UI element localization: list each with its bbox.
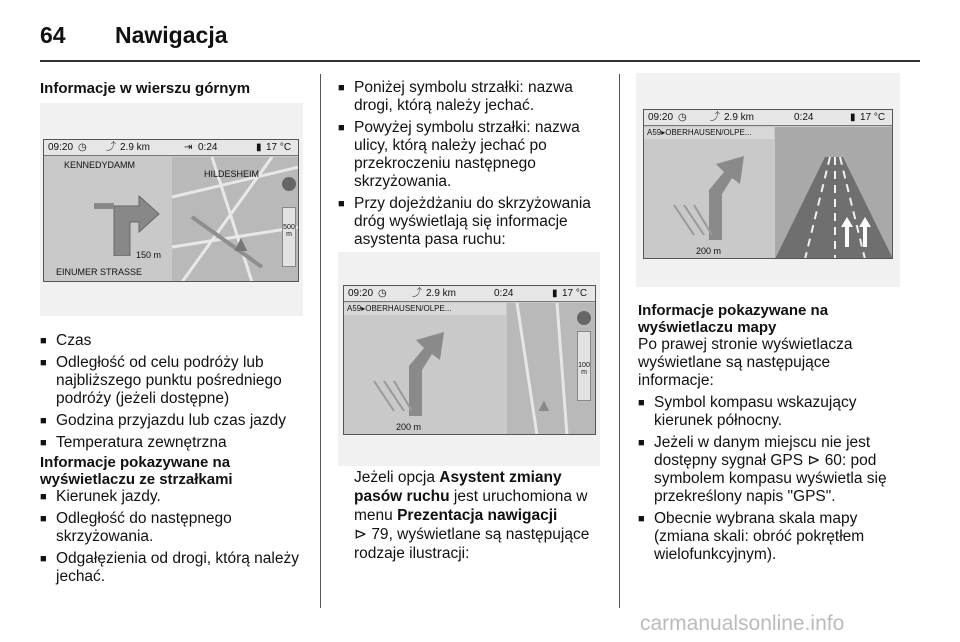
distance-value: 2.9 km (120, 142, 151, 153)
map-scale-value: 100 m (578, 362, 590, 376)
lane-assist-paragraph (354, 468, 604, 563)
list-item: ■ Symbol kompasu wskazujący kierunek północny. (638, 394, 904, 430)
list-item: ■ Kierunek jazdy. (40, 488, 308, 506)
page-title: Nawigacja (115, 22, 228, 48)
map-scale (282, 207, 296, 267)
top-status-bar (644, 110, 892, 126)
text-run: Jeżeli opcja (354, 469, 440, 486)
vehicle-position-icon: ▲ (230, 231, 252, 256)
section-heading (40, 80, 300, 97)
road-name-label: A59▸OBERHAUSEN/OLPE... (644, 127, 774, 139)
menu-option-name: Asystent zmiany pasów ruchu (354, 469, 562, 505)
column-3-text (638, 302, 904, 568)
nav-screen-figure-2 (338, 252, 600, 466)
time-value: 09:20 (348, 288, 374, 299)
clock-icon: ◷ (678, 112, 687, 123)
list-item: ■ Temperatura zewnętrzna (40, 434, 308, 452)
time-value: 09:20 (648, 112, 674, 123)
list-item: ■ Odległość do następnego skrzyżowania. (40, 510, 308, 546)
text-run: , wyświetlane są następujące rodzaje ilustracji: (354, 526, 590, 562)
distance-icon: ⤴ (412, 288, 422, 299)
watermark: carmanualsonline.info (640, 612, 845, 635)
clock-icon: ◷ (378, 288, 387, 299)
nav-display (643, 109, 893, 259)
distance-icon: ⤴ (710, 112, 720, 123)
list-item: ■ Powyżej symbolu strzałki: nazwa ulicy, którą należy jechać po przekroczeniu następnego skrzyżowania. (338, 119, 608, 191)
map-scale-value: 500 m (283, 224, 295, 238)
clock-icon: ◷ (78, 142, 87, 153)
page-reference: 60 (824, 452, 842, 469)
column-divider (619, 74, 620, 608)
subsection-heading: Informacje pokazywane na wyświetlaczu ze strzałkami (40, 454, 233, 488)
map-scale (577, 331, 591, 401)
distance-icon: ⤴ (106, 142, 116, 153)
next-street-label: KENNEDYDAMM (64, 160, 136, 170)
temperature-value: 17 °C (860, 112, 886, 123)
header-rule (40, 60, 920, 62)
arrival-icon: ⇥ (184, 142, 193, 153)
column-1-text (40, 332, 308, 590)
list-item: ■ Czas (40, 332, 308, 350)
vehicle-position-icon: ▲ (535, 395, 553, 415)
list-item: ■ Odległość od celu podróży lub najbliższego punktu pośredniego podróży (jeżeli dostępne) (40, 354, 308, 408)
text-run: : pod symbolem kompasu wyświetla się przekreślony napis "GPS". (654, 452, 887, 505)
column-divider (320, 74, 321, 608)
city-label: HILDESHEIM (204, 169, 260, 179)
time-value: 09:20 (48, 142, 74, 153)
nav-display (43, 139, 299, 282)
lane-assist-graphic (664, 150, 774, 245)
turn-distance-label: 200 m (396, 422, 422, 432)
page-reference-icon: ⊳ (354, 526, 367, 543)
nav-screen-figure-3 (636, 73, 900, 287)
list-item: ■ Przy dojeżdżaniu do skrzyżowania dróg wyświetlają się informacje asystenta pasa ruchu: (338, 195, 608, 249)
page-header (40, 16, 920, 60)
list-item: ■ Odgałęzienia od drogi, którą należy jechać. (40, 550, 308, 586)
list-item: ■ Poniżej symbolu strzałki: nazwa drogi, którą należy jechać. (338, 79, 608, 115)
temperature-value: 17 °C (562, 288, 588, 299)
city-map (172, 157, 299, 282)
text-run: jest uruchomiona w menu (354, 488, 588, 524)
top-row-info-list (40, 332, 308, 452)
page-number: 64 (40, 22, 66, 48)
list-item: ■ Obecnie wybrana skala mapy (zmiana skali: obróć pokrętłem wielofunkcyjnym). (638, 510, 904, 564)
menu-name: Prezentacja nawigacji (397, 507, 558, 524)
thermometer-icon: ▮ (256, 142, 262, 153)
eta-value: 0:24 (494, 288, 514, 299)
section-heading-text: Informacje w wierszu górnym (40, 80, 251, 97)
thermometer-icon: ▮ (552, 288, 558, 299)
turn-distance-label: 200 m (696, 246, 722, 256)
lane-assist-graphic (364, 326, 484, 421)
text-run: Jeżeli w danym miejscu nie jest dostępny sygnał GPS (654, 434, 871, 469)
page-reference: 79 (371, 526, 389, 543)
top-status-bar (344, 286, 595, 302)
road-name-label: A59▸OBERHAUSEN/OLPE... (344, 303, 506, 315)
eta-value: 0:24 (198, 142, 218, 153)
compass-icon (282, 177, 296, 191)
compass-icon (577, 311, 591, 325)
eta-value: 0:24 (794, 112, 814, 123)
page-reference-icon: ⊳ (807, 452, 821, 469)
nav-display (343, 285, 596, 435)
current-street-label: EINUMER STRASSE (56, 267, 143, 277)
distance-value: 2.9 km (426, 288, 457, 299)
turn-arrow-icon (74, 176, 164, 256)
intro-paragraph: Po prawej stronie wyświetlacza wyświetlane są następujące informacje: (638, 336, 853, 389)
subsection-heading: Informacje pokazywane na wyświetlaczu mapy (638, 302, 829, 336)
distance-value: 2.9 km (724, 112, 755, 123)
thermometer-icon: ▮ (850, 112, 856, 123)
column-2-text (338, 79, 608, 253)
temperature-value: 17 °C (266, 142, 292, 153)
top-status-bar (44, 140, 298, 156)
turn-distance-label: 150 m (136, 250, 162, 260)
map-display-info-list (638, 394, 904, 564)
list-item: ■ Godzina przyjazdu lub czas jazdy (40, 412, 308, 430)
nav-screen-figure-1 (40, 103, 303, 316)
list-item (638, 434, 904, 506)
arrow-display-info-list (40, 488, 308, 586)
lane-view (775, 127, 893, 259)
arrow-info-list (338, 79, 608, 249)
route-map (507, 303, 596, 435)
